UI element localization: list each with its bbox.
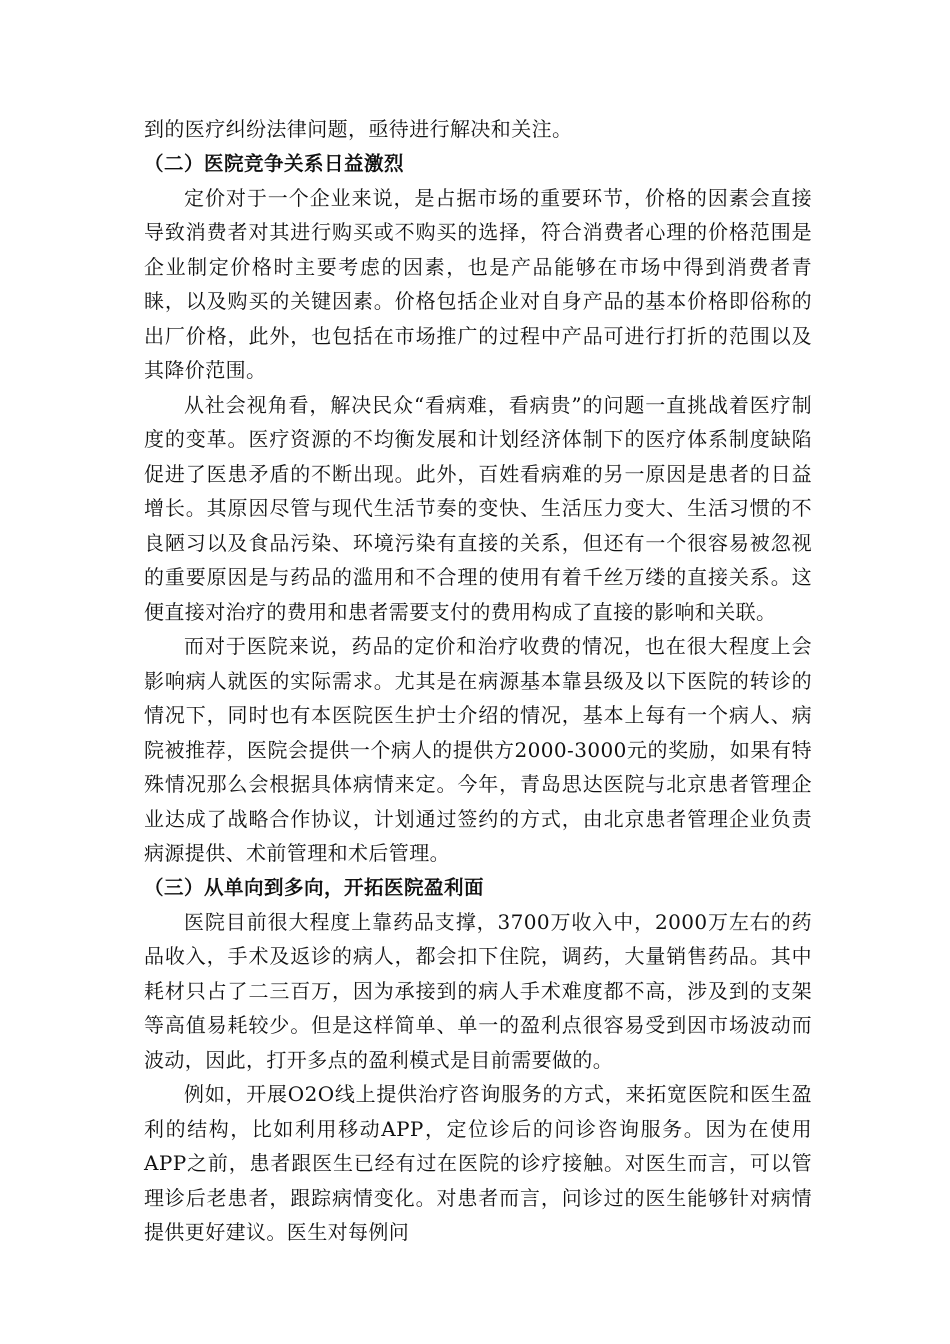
paragraph-o2o: 例如，开展O2O线上提供治疗咨询服务的方式，来拓宽医院和医生盈利的结构，比如利用移动APP，定位诊后的问诊咨询服务。因为在使用APP之前，患者跟医生已经有过在医院的诊疗接触。对医生而言，可以管理诊后老患者，跟踪病情变化。对患者而言，问诊过的医生能够针对病情提供更好建议。医生对每例问 xyxy=(144,1082,812,1244)
paragraph-pricing: 定价对于一个企业来说，是占据市场的重要环节，价格的因素会直接导致消费者对其进行购买或不购买的选择，符合消费者心理的价格范围是企业制定价格时主要考虑的因素，也是产品能够在市场中得到消费者青睐，以及购买的关键因素。价格包括企业对自身产品的基本价格即俗称的出厂价格，此外，也包括在市场推广的过程中产品可进行打折的范围以及其降价范围。 xyxy=(144,185,812,382)
section-heading-2: （二）医院竞争关系日益激烈 xyxy=(144,151,405,175)
document-page xyxy=(144,112,812,1250)
paragraph-revenue: 医院目前很大程度上靠药品支撑，3700万收入中，2000万左右的药品收入，手术及返诊的病人，都会扣下住院，调药，大量销售药品。其中耗材只占了二三百万，因为承接到的病人手术难度都不高，涉及到的支架等高值易耗较少。但是这样简单、单一的盈利点很容易受到因市场波动而波动，因此，打开多点的盈利模式是目前需要做的。 xyxy=(144,909,812,1072)
paragraph-hospital-pricing: 而对于医院来说，药品的定价和治疗收费的情况，也在很大程度上会影响病人就医的实际需求。尤其是在病源基本靠县级及以下医院的转诊的情况下，同时也有本医院医生护士介绍的情况，基本上每有一个病人、病院被推荐，医院会提供一个病人的提供方2000-3000元的奖励，如果有特殊情况那么会根据具体病情来定。今年，青岛思达医院与北京患者管理企业达成了战略合作协议，计划通过签约的方式，由北京患者管理企业负责病源提供、术前管理和术后管理。 xyxy=(144,634,812,865)
paragraph-social-view: 从社会视角看，解决民众“看病难，看病贵”的问题一直挑战着医疗制度的变革。医疗资源的不均衡发展和计划经济体制下的医疗体系制度缺陷促进了医患矛盾的不断出现。此外，百姓看病难的另一原因是患者的日益增长。其原因尽管与现代生活节奏的变快、生活压力变大、生活习惯的不良陋习以及食品污染、环境污染有直接的关系，但还有一个很容易被忽视的重要原因是与药品的滥用和不合理的使用有着千丝万缕的直接关系。这便直接对治疗的费用和患者需要支付的费用构成了直接的影响和关联。 xyxy=(144,392,812,624)
paragraph-continued: 到的医疗纠纷法律问题，亟待进行解决和关注。 xyxy=(144,117,573,141)
section-heading-3: （三）从单向到多向，开拓医院盈利面 xyxy=(144,875,485,899)
